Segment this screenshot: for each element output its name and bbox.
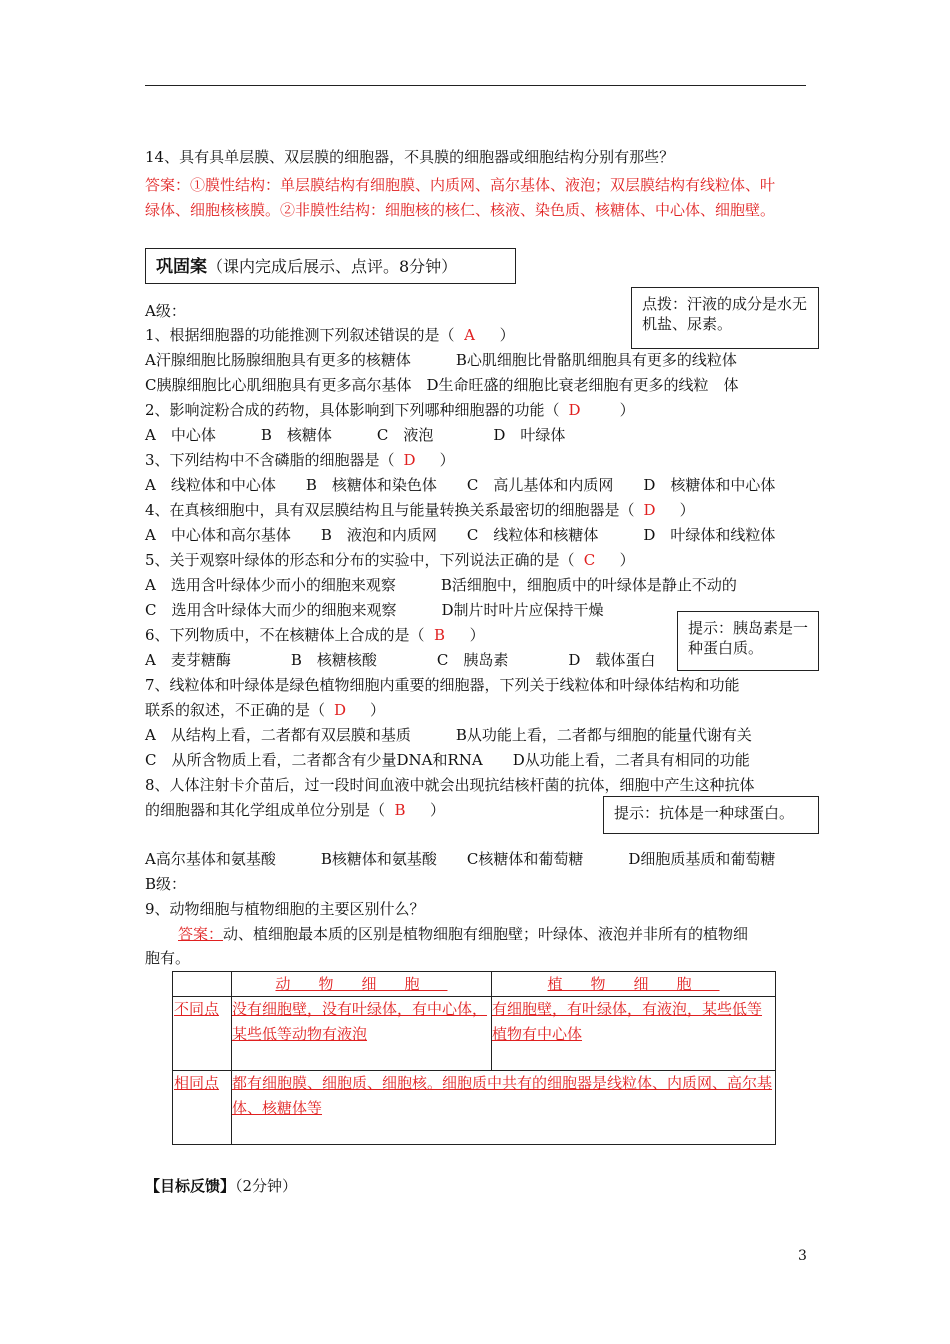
target-feedback bbox=[145, 1174, 297, 1199]
q14-answer-line1: 答案：①膜性结构：单层膜结构有细胞膜、内质网、高尔基体、液泡；双层膜结构有线粒体、叶 bbox=[145, 176, 776, 194]
q6-options: A 麦芽糖酶 B 核糖核酸 C 胰岛素 D 载体蛋白 bbox=[145, 651, 656, 669]
q3-stem bbox=[145, 448, 455, 473]
q3-text: 3、下列结构中不含磷脂的细胞器是（ bbox=[145, 451, 395, 469]
q9-question: 9、动物细胞与植物细胞的主要区别什么？ bbox=[145, 900, 425, 918]
q9-answer-text: 动、植细胞最本质的区别是植物细胞有细胞壁；叶绿体、液泡并非所有的植物细 bbox=[223, 925, 749, 943]
q3-close: ） bbox=[439, 451, 455, 469]
tip-antibody: 提示：抗体是一种球蛋白。 bbox=[603, 796, 819, 834]
q7-close: ） bbox=[370, 701, 386, 719]
table-row-similarities bbox=[173, 1071, 776, 1145]
q2-options: A 中心体 B 核糖体 C 液泡 D 叶绿体 bbox=[145, 426, 566, 444]
q7-options-cd: C 从所含物质上看，二者都含有少量DNA和RNA D从功能上看，二者具有相同的功能 bbox=[145, 751, 750, 769]
comparison-table bbox=[172, 971, 776, 1145]
q1-text: 1、根据细胞器的功能推测下列叙述错误的是（ bbox=[145, 326, 455, 344]
q5-stem bbox=[145, 548, 635, 573]
q8-answer: B bbox=[394, 801, 406, 819]
table-row-label-similarities: 相同点 bbox=[173, 1071, 232, 1145]
q7-line1: 7、线粒体和叶绿体是绿色植物细胞内重要的细胞器，下列关于线粒体和叶绿体结构和功能 bbox=[145, 676, 740, 694]
header-rule bbox=[145, 85, 806, 86]
table-corner-cell bbox=[173, 972, 232, 997]
q1-stem bbox=[145, 323, 515, 348]
q2-stem bbox=[145, 398, 635, 423]
table-header-row bbox=[173, 972, 776, 997]
q4-answer: D bbox=[643, 501, 656, 519]
q9-answer-line2: 胞有。 bbox=[145, 949, 191, 967]
table-header-animal: 动物细胞 bbox=[232, 972, 492, 997]
table-cell-plant-differences: 有细胞壁，有叶绿体，有液泡，某些低等植物有中心体 bbox=[492, 997, 776, 1071]
section-title-bold: 巩固案 bbox=[156, 257, 207, 277]
q3-answer: D bbox=[403, 451, 416, 469]
q9-answer-label: 答案： bbox=[178, 925, 224, 943]
tip-insulin: 提示：胰岛素是一种蛋白质。 bbox=[677, 611, 819, 671]
q8-line1: 8、人体注射卡介苗后，过一段时间血液中就会出现抗结核杆菌的抗体，细胞中产生这种抗体 bbox=[145, 776, 755, 794]
q3-options: A 线粒体和中心体 B 核糖体和染色体 C 高儿基体和内质网 D 核糖体和中心体 bbox=[145, 476, 776, 494]
q2-answer: D bbox=[568, 401, 581, 419]
q6-stem bbox=[145, 623, 485, 648]
q7-stem bbox=[145, 698, 385, 723]
q7-text: 联系的叙述，不正确的是（ bbox=[145, 701, 326, 719]
feedback-label: 【目标反馈】 bbox=[145, 1177, 236, 1195]
q8-text: 的细胞器和其化学组成单位分别是（ bbox=[145, 801, 386, 819]
q2-text: 2、影响淀粉合成的药物，具体影响到下列哪种细胞器的功能（ bbox=[145, 401, 560, 419]
table-row-differences bbox=[173, 997, 776, 1071]
table-row-label-differences: 不同点 bbox=[173, 997, 232, 1071]
q4-close: ） bbox=[679, 501, 695, 519]
table-cell-similarities: 都有细胞膜、细胞质、细胞核。细胞质中共有的细胞器是线粒体、内质网、高尔基体、核糖体等 bbox=[232, 1071, 776, 1145]
q4-options: A 中心体和高尔基体 B 液泡和内质网 C 线粒体和核糖体 D 叶绿体和线粒体 bbox=[145, 526, 776, 544]
q8-stem bbox=[145, 798, 445, 823]
q8-close: ） bbox=[430, 801, 446, 819]
feedback-time: （2分钟） bbox=[235, 1177, 298, 1195]
q6-text: 6、下列物质中，不在核糖体上合成的是（ bbox=[145, 626, 425, 644]
q9-answer-line1 bbox=[178, 922, 748, 947]
q14-answer-line2: 绿体、细胞核核膜。②非膜性结构：细胞核的核仁、核液、染色质、核糖体、中心体、细胞壁。 bbox=[145, 201, 776, 219]
q1-close: ） bbox=[499, 326, 515, 344]
level-a-label: A级： bbox=[145, 302, 186, 320]
section-title-rest: （课内完成后展示、点评。8分钟） bbox=[207, 257, 458, 276]
q1-options-cd: C胰腺细胞比心肌细胞具有更多高尔基体 D生命旺盛的细胞比衰老细胞有更多的线粒 体 bbox=[145, 376, 739, 394]
q8-options: A高尔基体和氨基酸 B核糖体和氨基酸 C核糖体和葡萄糖 D细胞质基质和葡萄糖 bbox=[145, 850, 776, 868]
q6-close: ） bbox=[469, 626, 485, 644]
q4-text: 4、在真核细胞中，具有双层膜结构且与能量转换关系最密切的细胞器是（ bbox=[145, 501, 635, 519]
q6-answer: B bbox=[434, 626, 446, 644]
q1-options-ab: A汗腺细胞比肠腺细胞具有更多的核糖体 B心肌细胞比骨骼肌细胞具有更多的线粒体 bbox=[145, 351, 737, 369]
q7-answer: D bbox=[334, 701, 347, 719]
q5-options-ab: A 选用含叶绿体少而小的细胞来观察 B活细胞中，细胞质中的叶绿体是静止不动的 bbox=[145, 576, 737, 594]
q5-answer: C bbox=[583, 551, 596, 569]
q2-close: ） bbox=[619, 401, 635, 419]
q14-question: 14、具有具单层膜、双层膜的细胞器，不具膜的细胞器或细胞结构分别有那些？ bbox=[145, 148, 675, 166]
q5-close: ） bbox=[619, 551, 635, 569]
q7-options-ab: A 从结构上看，二者都有双层膜和基质 B从功能上看，二者都与细胞的能量代谢有关 bbox=[145, 726, 752, 744]
table-cell-animal-differences: 没有细胞壁，没有叶绿体，有中心体，某些低等动物有液泡 bbox=[232, 997, 492, 1071]
q5-options-cd: C 选用含叶绿体大而少的细胞来观察 D制片时叶片应保持干燥 bbox=[145, 601, 604, 619]
q1-answer: A bbox=[464, 326, 475, 344]
table-header-plant: 植物细胞 bbox=[492, 972, 776, 997]
section-title-box bbox=[145, 248, 516, 284]
tip-sweat: 点拨：汗液的成分是水无机盐、尿素。 bbox=[631, 287, 819, 349]
q5-text: 5、关于观察叶绿体的形态和分布的实验中，下列说法正确的是（ bbox=[145, 551, 575, 569]
q4-stem bbox=[145, 498, 695, 523]
page-number: 3 bbox=[798, 1248, 807, 1264]
level-b-label: B级： bbox=[145, 875, 187, 893]
